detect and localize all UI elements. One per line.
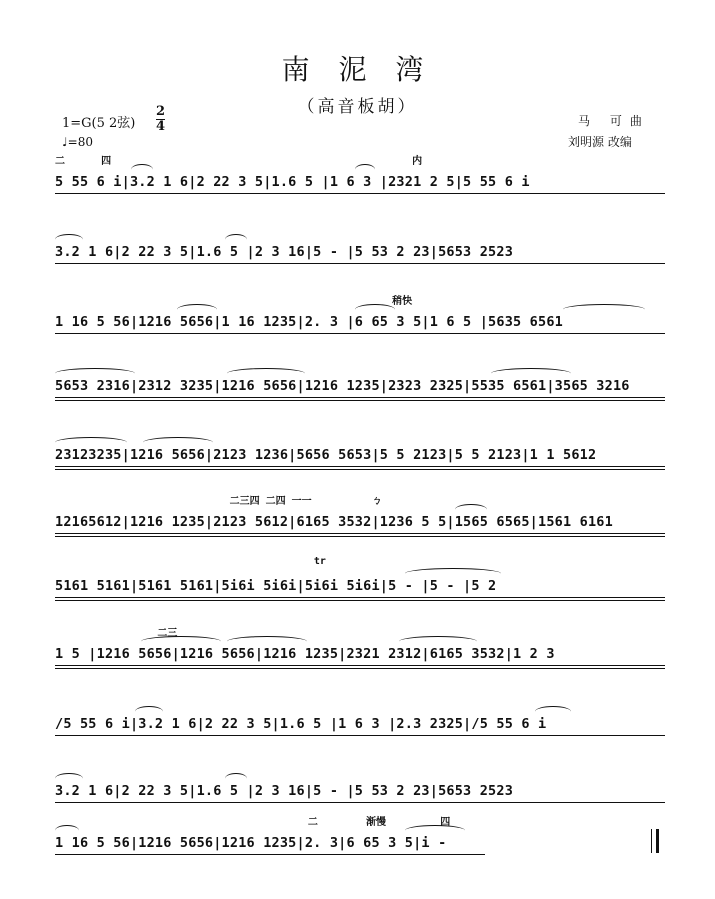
line-marks: 二 四 内 (55, 156, 423, 167)
score-line-3 (55, 292, 665, 352)
beam-line (55, 735, 665, 740)
score-line-7 (55, 556, 665, 616)
line-marks (55, 222, 665, 240)
beam-line-double (55, 400, 665, 405)
beam-line (55, 333, 665, 338)
meter-bottom: 4 (156, 119, 166, 134)
time-signature (156, 106, 165, 133)
meter-top: 2 (156, 104, 166, 119)
line-notes: 3.2 1 6|2 22 3 5|1.6 5 |2 3 16|5 - |5 53 2 23|5653 2523 (55, 783, 514, 799)
beam-line (55, 263, 665, 268)
line-notes: /5 55 6 i|3.2 1 6|2 22 3 5|1.6 5 |1 6 3 |2.3 2325|/5 55 6 i (55, 716, 547, 732)
line-notes: 23123235|1216 5656|2123 1236|5656 5653|5 5 2123|5 5 2123|1 1 5612 (55, 447, 597, 463)
line-notes: 3.2 1 6|2 22 3 5|1.6 5 |2 3 16|5 - |5 53 2 23|5653 2523 (55, 244, 514, 260)
line-marks: 二三 (55, 628, 178, 639)
line-marks (55, 356, 665, 374)
line-marks: 二三四 二四 一一 ㄅ (55, 496, 382, 507)
line-notes: 1 5 |1216 5656|1216 5656|1216 1235|2321 2312|6165 3532|1 2 3 (55, 646, 555, 662)
beam-line-double (55, 469, 665, 474)
beam-line-double (55, 536, 665, 541)
arranger-credit: 刘明源 改编 (568, 135, 632, 149)
final-barline-thin (651, 829, 652, 853)
score-line-1 (55, 152, 665, 212)
score-line-5 (55, 425, 665, 485)
line-marks: tr (55, 556, 326, 567)
line-notes: 1 16 5 56|1216 5656|1 16 1235|2. 3 |6 65 3 5|1 6 5 |5635 6561 (55, 314, 563, 330)
line-marks: 稍快 (55, 296, 413, 307)
line-marks: 二 渐慢 四 (55, 817, 451, 828)
beam-line (55, 193, 665, 198)
score-line-11 (55, 813, 665, 873)
page-subtitle: （高音板胡） (297, 97, 418, 117)
line-notes: 5653 2316|2312 3235|1216 5656|1216 1235|2323 2325|5535 6561|3565 3216 (55, 378, 630, 394)
tempo-mark: ♩=80 (62, 135, 93, 149)
score-line-8 (55, 624, 665, 684)
score-line-2 (55, 222, 665, 282)
page-title: 南 泥 湾 (281, 53, 434, 86)
beam-line-double (55, 600, 665, 605)
score-line-4 (55, 356, 665, 416)
line-marks (55, 761, 665, 779)
beam-line (55, 854, 485, 859)
score-line-10 (55, 761, 665, 821)
final-barline-thick (656, 829, 659, 853)
composer-credit: 马 可曲 (578, 114, 650, 128)
score-line-9 (55, 694, 665, 754)
line-notes: 12165612|1216 1235|2123 5612|6165 3532|1236 5 5|1565 6565|1561 6161 (55, 514, 613, 530)
beam-line (55, 802, 665, 807)
key-signature: 1=G(5 2弦) (62, 116, 136, 131)
beam-line-double (55, 668, 665, 673)
score-line-6 (55, 492, 665, 552)
line-notes: 1 16 5 56|1216 5656|1216 1235|2. 3|6 65 3 5|i - (55, 835, 447, 851)
line-notes: 5 55 6 i|3.2 1 6|2 22 3 5|1.6 5 |1 6 3 |2321 2 5|5 55 6 i (55, 174, 530, 190)
line-notes: 5161 5161|5161 5161|5i6i 5i6i|5i6i 5i6i|5 - |5 - |5 2 (55, 578, 497, 594)
